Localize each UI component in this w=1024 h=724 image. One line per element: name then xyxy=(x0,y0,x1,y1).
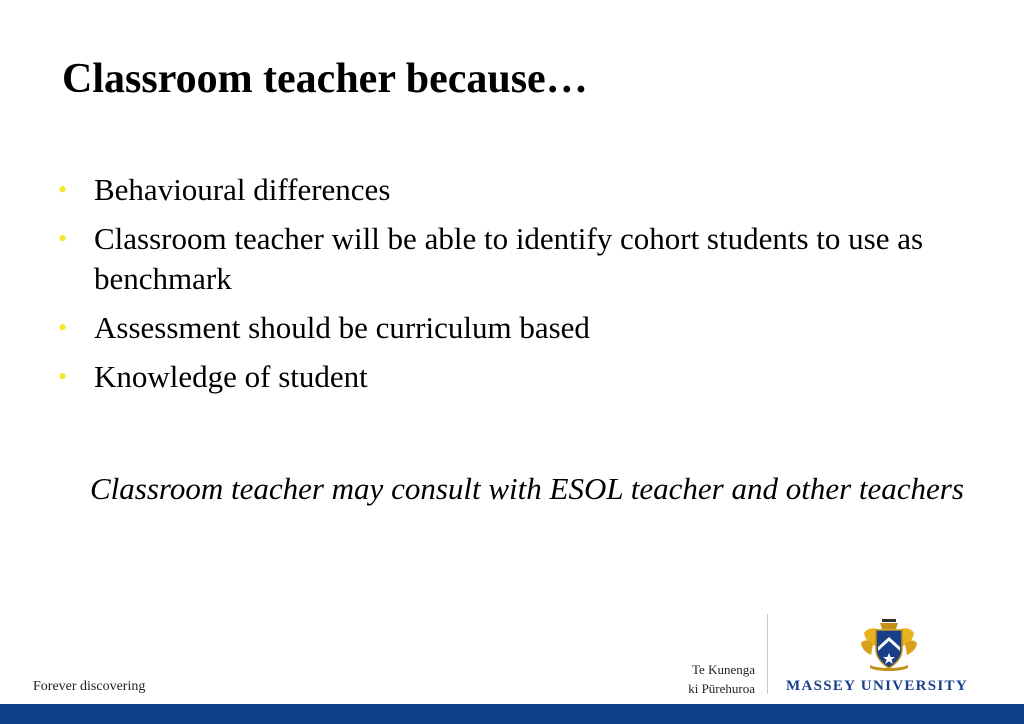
bullet-marker: • xyxy=(58,224,68,253)
bullet-text: Classroom teacher will be able to identify cohort students to use as benchmark xyxy=(94,221,924,296)
massey-crest-logo xyxy=(858,617,920,671)
maori-name-line-1: Te Kunenga xyxy=(692,662,755,677)
bullet-list xyxy=(58,170,958,406)
bullet-text: Knowledge of student xyxy=(94,359,368,394)
bullet-marker: • xyxy=(58,175,68,204)
maori-name-line-2: ki Pūrehuroa xyxy=(688,681,755,696)
footer-bar xyxy=(0,704,1024,724)
university-wordmark: MASSEY UNIVERSITY xyxy=(786,678,968,694)
bullet-item xyxy=(58,219,958,299)
bullet-text: Assessment should be curriculum based xyxy=(94,310,590,345)
footer-tagline: Forever discovering xyxy=(33,679,146,694)
footer-divider xyxy=(767,614,768,694)
bullet-item xyxy=(58,170,958,210)
italic-note: Classroom teacher may consult with ESOL teacher and other teachers xyxy=(90,471,964,506)
bullet-marker: • xyxy=(58,313,68,342)
bullet-item xyxy=(58,357,958,397)
bullet-marker: • xyxy=(58,362,68,391)
maori-name xyxy=(677,660,755,698)
bullet-text: Behavioural differences xyxy=(94,172,391,207)
slide-title: Classroom teacher because… xyxy=(62,56,588,102)
bullet-item xyxy=(58,308,958,348)
